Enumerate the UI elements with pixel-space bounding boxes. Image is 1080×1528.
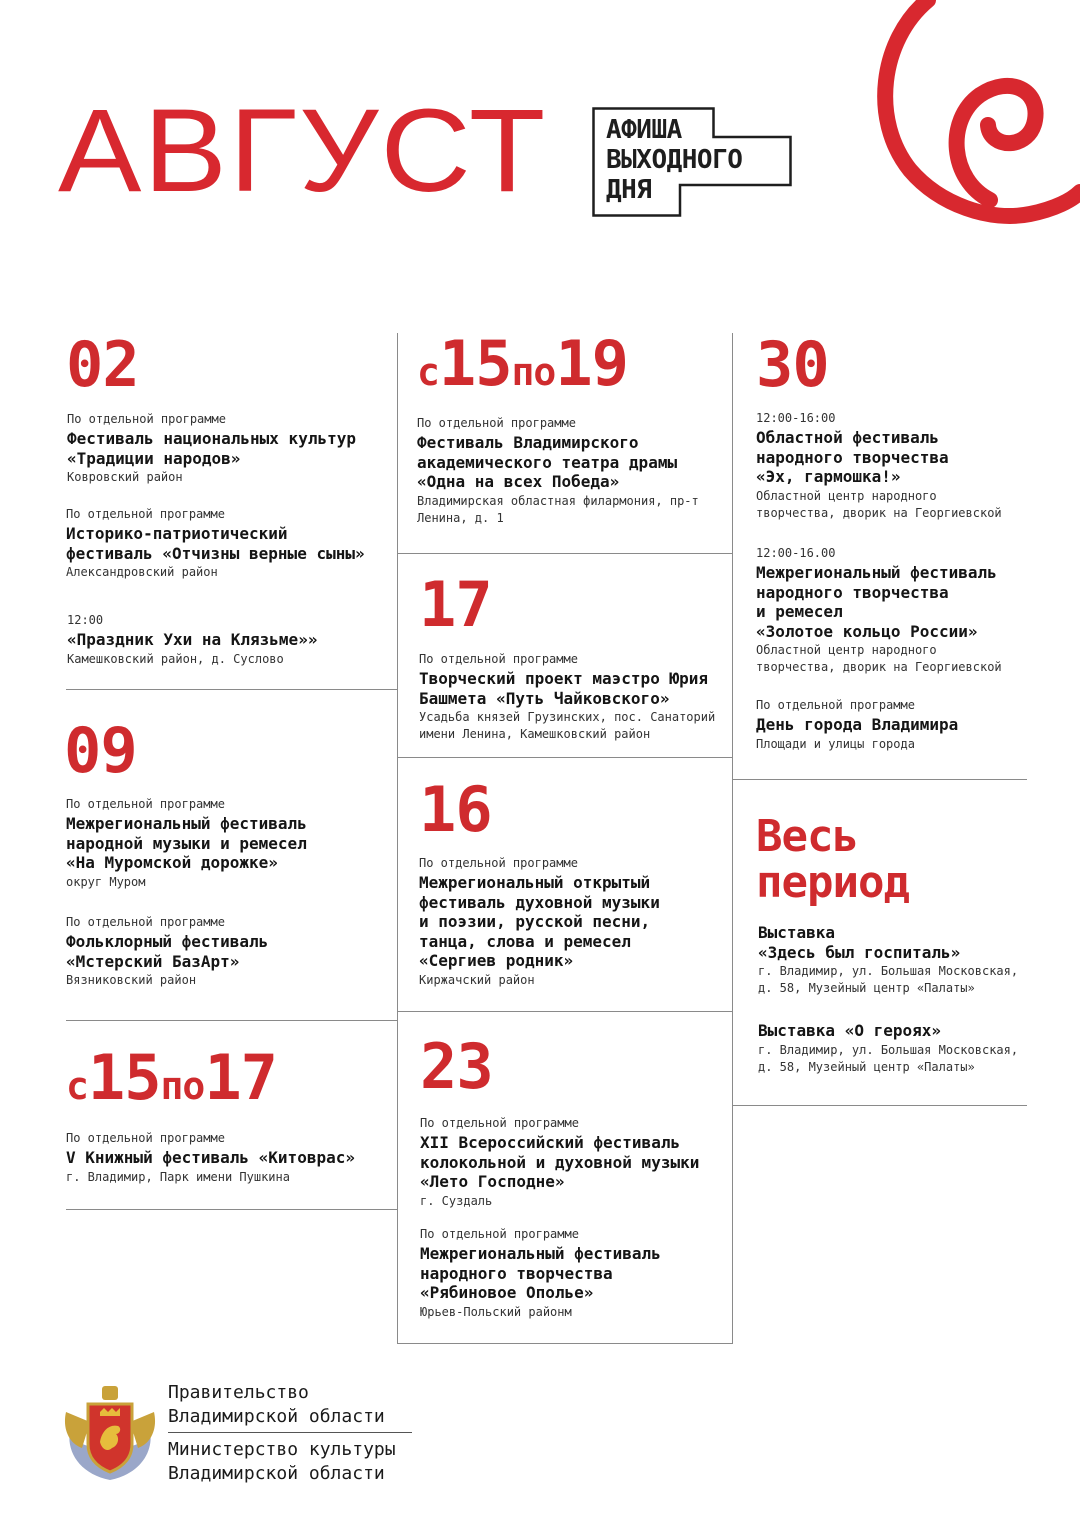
logo-line-3: ДНЯ bbox=[606, 175, 652, 205]
afisha-logo bbox=[606, 115, 742, 205]
event-card bbox=[419, 856, 729, 989]
event-card bbox=[66, 915, 386, 989]
whole-period-heading bbox=[756, 811, 909, 908]
event-title: Областной фестиваль народного творчества «Эх, гармошка!» bbox=[756, 428, 949, 486]
range-mid: по bbox=[511, 350, 556, 394]
event-location: Владимирская областная филармония, пр-т Ленина, д. 1 bbox=[417, 493, 699, 525]
date-range-15-19 bbox=[417, 327, 628, 400]
event-location: Киржачский район bbox=[419, 972, 535, 987]
event-card bbox=[420, 1116, 730, 1210]
event-time: 12:00-16:00 bbox=[756, 411, 836, 425]
event-time: По отдельной программе bbox=[756, 698, 915, 712]
event-time: По отдельной программе bbox=[420, 1227, 579, 1241]
event-title: Фестиваль национальных культур «Традиции народов» bbox=[67, 429, 356, 468]
coat-of-arms-icon bbox=[60, 1382, 160, 1482]
event-location: Камешковский район, д. Суслово bbox=[67, 651, 284, 666]
row-divider bbox=[732, 1105, 1027, 1106]
event-time: 12:00 bbox=[67, 613, 104, 627]
event-title: Фольклорный фестиваль «Мстерский БазАрт» bbox=[66, 932, 269, 971]
date-16: 16 bbox=[419, 773, 492, 846]
exhibition-title: Выставка «Здесь был госпиталь» bbox=[758, 923, 961, 962]
event-location: Вязниковский район bbox=[66, 973, 197, 987]
range-from: 15 bbox=[438, 327, 512, 400]
date-02: 02 bbox=[66, 328, 139, 401]
event-time: По отдельной программе bbox=[66, 507, 225, 521]
event-time: По отдельной программе bbox=[419, 652, 578, 666]
range-to: 17 bbox=[204, 1041, 277, 1114]
range-from: 15 bbox=[87, 1041, 161, 1114]
date-23: 23 bbox=[420, 1030, 493, 1103]
event-location: г. Суздаль bbox=[420, 1193, 493, 1208]
row-divider bbox=[66, 689, 397, 690]
event-title: «Праздник Ухи на Клязьме»» bbox=[67, 630, 318, 649]
ministry-label: Министерство культуры Владимирской области bbox=[168, 1439, 396, 1484]
range-prefix: с bbox=[417, 350, 439, 394]
range-mid: по bbox=[160, 1064, 205, 1108]
event-card bbox=[756, 698, 1036, 753]
event-title: XII Всероссийский фестиваль колокольной и духовной музыки «Лето Господне» bbox=[420, 1133, 700, 1191]
date-30: 30 bbox=[756, 328, 829, 401]
event-title: Межрегиональный открытый фестиваль духовной музыки и поэзии, русской песни, танца, слова и ремесел «Сергиев родник» bbox=[419, 873, 660, 970]
row-divider bbox=[732, 779, 1027, 780]
event-card bbox=[417, 416, 727, 527]
event-title: День города Владимира bbox=[756, 715, 959, 734]
event-card bbox=[66, 797, 386, 891]
month-title: АВГУСТ bbox=[58, 85, 548, 217]
event-time: По отдельной программе bbox=[419, 856, 578, 870]
exhibition-location: г. Владимир, ул. Большая Московская, д. 58, Музейный центр «Палаты» bbox=[758, 1042, 1019, 1074]
exhibition-title: Выставка «О героях» bbox=[758, 1021, 942, 1040]
event-time: По отдельной программе bbox=[66, 1131, 225, 1145]
event-time: По отдельной программе bbox=[417, 416, 576, 430]
event-card bbox=[756, 546, 1036, 676]
event-title: Межрегиональный фестиваль народного творчества и ремесел «Золотое кольцо России» bbox=[756, 563, 997, 641]
period-line-2: период bbox=[756, 857, 909, 908]
event-time: По отдельной программе bbox=[66, 797, 225, 811]
date-17: 17 bbox=[419, 568, 492, 641]
logo-line-1: АФИША bbox=[606, 115, 682, 145]
event-title: Историко-патриотический фестиваль «Отчизны верные сыны» bbox=[66, 524, 365, 563]
event-location: Ковровский район bbox=[67, 470, 183, 484]
period-line-1: Весь bbox=[756, 811, 858, 862]
event-card bbox=[66, 1131, 386, 1186]
event-card bbox=[67, 613, 387, 668]
event-time: По отдельной программе bbox=[420, 1116, 579, 1130]
exhibition-card bbox=[758, 921, 1038, 997]
event-title: Фестиваль Владимирского академического театра драмы «Одна на всех Победа» bbox=[417, 433, 678, 491]
event-title: Межрегиональный фестиваль народного творчества «Рябиновое Ополье» bbox=[420, 1244, 661, 1302]
event-location: Юрьев-Польский районм bbox=[420, 1304, 572, 1319]
event-location: Александровский район bbox=[66, 565, 218, 579]
event-card bbox=[756, 411, 1036, 522]
row-divider bbox=[397, 1011, 732, 1012]
column-divider bbox=[732, 333, 733, 1344]
row-divider bbox=[397, 553, 732, 554]
column-divider bbox=[397, 333, 398, 1344]
event-location: округ Муром bbox=[66, 874, 146, 889]
event-card bbox=[67, 412, 387, 486]
event-title: Творческий проект маэстро Юрия Башмета «Путь Чайковского» bbox=[419, 669, 708, 708]
range-to: 19 bbox=[555, 327, 628, 400]
brand-swirl-graphic bbox=[840, 0, 1080, 230]
range-prefix: с bbox=[66, 1064, 88, 1108]
event-card bbox=[66, 507, 386, 581]
event-card bbox=[419, 652, 729, 743]
row-divider bbox=[397, 757, 732, 758]
exhibition-location: г. Владимир, ул. Большая Московская, д. 58, Музейный центр «Палаты» bbox=[758, 964, 1019, 995]
footer-divider bbox=[168, 1432, 412, 1433]
date-09: 09 bbox=[64, 714, 137, 787]
event-location: Усадьба князей Грузинских, пос. Санаторий имени Ленина, Камешковский район bbox=[419, 710, 716, 741]
event-card bbox=[420, 1227, 730, 1321]
event-title: V Книжный фестиваль «Китоврас» bbox=[66, 1148, 355, 1167]
row-divider bbox=[66, 1020, 397, 1021]
event-location: Областной центр народного творчества, дворик на Георгиевской bbox=[756, 643, 1002, 674]
event-time: По отдельной программе bbox=[66, 915, 225, 929]
event-location: г. Владимир, Парк имени Пушкина bbox=[66, 1169, 290, 1184]
logo-line-2: ВЫХОДНОГО bbox=[606, 145, 743, 175]
event-time: 12:00-16.00 bbox=[756, 546, 836, 560]
row-divider bbox=[397, 1343, 732, 1344]
event-title: Межрегиональный фестиваль народной музыки и ремесел «На Муромской дорожке» bbox=[66, 814, 307, 872]
exhibition-card bbox=[758, 1019, 1038, 1076]
row-divider bbox=[66, 1209, 397, 1210]
event-location: Областной центр народного творчества, дворик на Георгиевской bbox=[756, 488, 1002, 520]
government-label: Правительство Владимирской области bbox=[168, 1382, 385, 1427]
event-location: Площади и улицы города bbox=[756, 736, 915, 751]
date-range-15-17 bbox=[66, 1041, 277, 1114]
event-time: По отдельной программе bbox=[67, 412, 226, 426]
